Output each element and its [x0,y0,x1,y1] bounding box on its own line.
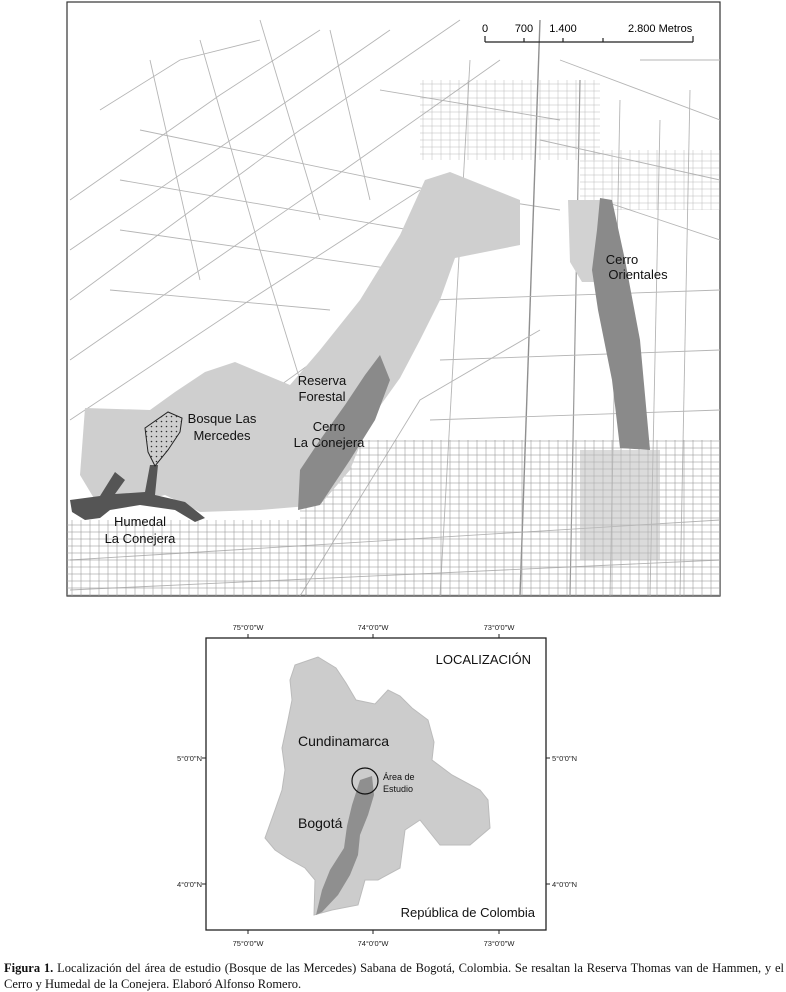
scale-tick-700: 700 [514,23,534,35]
lon-label-top-73: 73°0'0"W [483,623,515,632]
label-reserva-2: Forestal [298,389,346,404]
lat-label-right-5: 5°0'0"N [552,754,578,763]
lon-label-top-74: 74°0'0"W [357,623,389,632]
label-cerro-conejera-1: Cerro [312,419,346,434]
label-area-estudio-2: Estudio [383,784,414,794]
lon-label-bottom-75: 75°0'0"W [232,939,264,948]
lat-label-left-5: 5°0'0"N [176,754,202,763]
location-inset-map [0,615,786,955]
label-bogota: Bogotá [298,815,343,831]
label-humedal-1: Humedal [113,514,167,529]
inset-title: LOCALIZACIÓN [435,652,531,667]
scale-tick-2800: 2.800 Metros [628,23,693,35]
label-humedal-2: La Conejera [104,531,176,546]
figure-caption [4,960,784,992]
label-republica-colombia: República de Colombia [400,905,535,920]
label-cerro-conejera-2: La Conejera [293,435,365,450]
lon-label-bottom-74: 74°0'0"W [357,939,389,948]
label-cundinamarca: Cundinamarca [298,733,390,749]
label-cerro-orientales-1: Cerro [605,252,639,267]
lat-label-left-4: 4°0'0"N [176,880,202,889]
label-bosque-2: Mercedes [193,428,251,443]
label-reserva-1: Reserva [297,373,347,388]
lon-label-bottom-73: 73°0'0"W [483,939,515,948]
lat-label-right-4: 4°0'0"N [552,880,578,889]
caption-text: Localización del área de estudio (Bosque de las Mercedes) Sabana de Bogotá, Colombia. Se resaltan la Reserva Thomas van de Hammen, y el Cerro y Humedal de la Conejera. Elaboró Alfonso Romero. [4,961,785,991]
scale-tick-0: 0 [481,23,489,35]
label-area-estudio-1: Área de [383,772,415,782]
scale-tick-1400: 1.400 [549,23,577,35]
lon-label-top-75: 75°0'0"W [232,623,264,632]
figure-label: Figura 1. [4,961,54,975]
label-bosque-1: Bosque Las [187,411,257,426]
label-cerro-orientales-2: Orientales [608,267,668,282]
